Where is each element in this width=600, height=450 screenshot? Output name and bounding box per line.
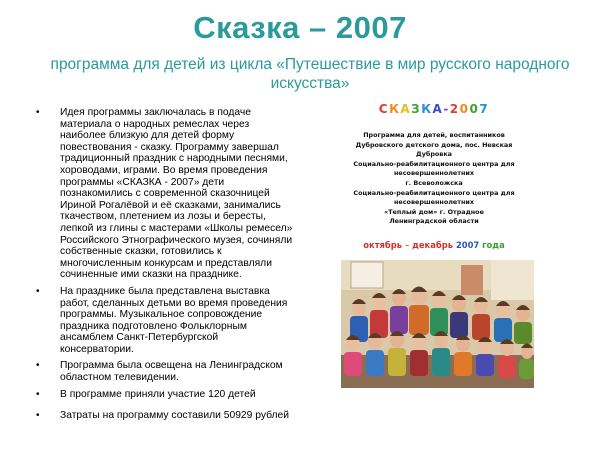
bullet-list — [36, 107, 294, 427]
description-line: несовершеннолетних — [394, 169, 474, 178]
period-word: года — [479, 239, 505, 250]
bullet-text: Затраты на программу составили 50929 рублей — [60, 410, 290, 422]
logo-letter: - — [443, 102, 450, 116]
description-line: г. Всеволожска — [405, 178, 463, 187]
description-line: несовершеннолетних — [394, 198, 474, 207]
period-start: октябрь — [363, 239, 403, 250]
logo-letter: К — [389, 102, 401, 116]
bullet-text: На празднике была представлена выставка работ, сделанных детьми во время проведения программы. Музыкальное сопровождение праздника подготовлено Фольклорным ансамблем Санкт-Петербургской консерватории. — [60, 285, 288, 355]
logo-letter: 7 — [479, 102, 490, 116]
slide-title: Сказка – 2007 — [193, 10, 407, 45]
program-info-panel — [340, 100, 528, 250]
program-period — [340, 240, 528, 250]
bullet-icon: • — [36, 360, 40, 372]
period-end: декабрь — [412, 239, 454, 250]
bullet-item — [36, 389, 294, 401]
logo-letter: С — [378, 102, 390, 116]
bullet-icon: • — [36, 107, 40, 118]
logo-letter: З — [411, 102, 422, 116]
bullet-item — [36, 107, 294, 281]
bullet-text: Идея программы заключалась в подаче материала о народных ремеслах через наиболее близкую для детей форму повествования - сказку. Программу завершал традиционный праздник с народными песнями, хороводами, играми. Во время проведения программы «СКАЗКА - 2007» дети познакомились с современной сказочницей Ириной Рогалёвой и её сказками, занимались ткачеством, плетением из лозы и бересты, лепкой из глины с мастерами «Школы ремесел» Российского Этнографического музея, сочиняли собственные сказки, готовились к многочисленным конкурсам и представляли сочиненные ими сказки на празднике. — [60, 107, 293, 281]
bullet-icon: • — [36, 388, 40, 400]
period-dash: – — [402, 239, 413, 250]
description-line: Программа для детей, воспитанников — [363, 131, 505, 139]
logo-letter: 0 — [459, 102, 470, 116]
bullet-icon: • — [36, 410, 40, 422]
slide-subtitle: программа для детей из цикла «Путешествие в мир русского народного искусства» — [50, 56, 570, 92]
logo-letter: А — [432, 102, 444, 116]
description-line: Дубровского детского дома, пос. Невская Дубровка — [355, 140, 513, 159]
logo-letter: К — [421, 102, 433, 116]
logo-letter: 0 — [469, 102, 480, 116]
bullet-text: В программе приняли участие 120 детей — [60, 388, 256, 400]
bullet-item — [36, 360, 294, 383]
bullet-item — [36, 410, 294, 422]
group-photo — [341, 260, 534, 388]
logo-letter: А — [400, 102, 412, 116]
skazka-logo — [340, 102, 528, 120]
description-line: «Теплый дом» г. Отрадное — [384, 207, 484, 216]
description-line: Социально-реабилитационного центра для — [353, 159, 515, 168]
description-line: Ленинградской области — [389, 217, 479, 226]
program-description — [340, 131, 528, 227]
description-line: Социально-реабилитационного центра для — [353, 188, 515, 197]
bullet-item — [36, 286, 294, 356]
bullet-text: Программа была освещена на Ленинградском областном телевидении. — [60, 360, 283, 384]
bullet-icon: • — [36, 285, 40, 297]
logo-letter: 2 — [449, 102, 460, 116]
period-year: 2007 — [453, 239, 480, 250]
